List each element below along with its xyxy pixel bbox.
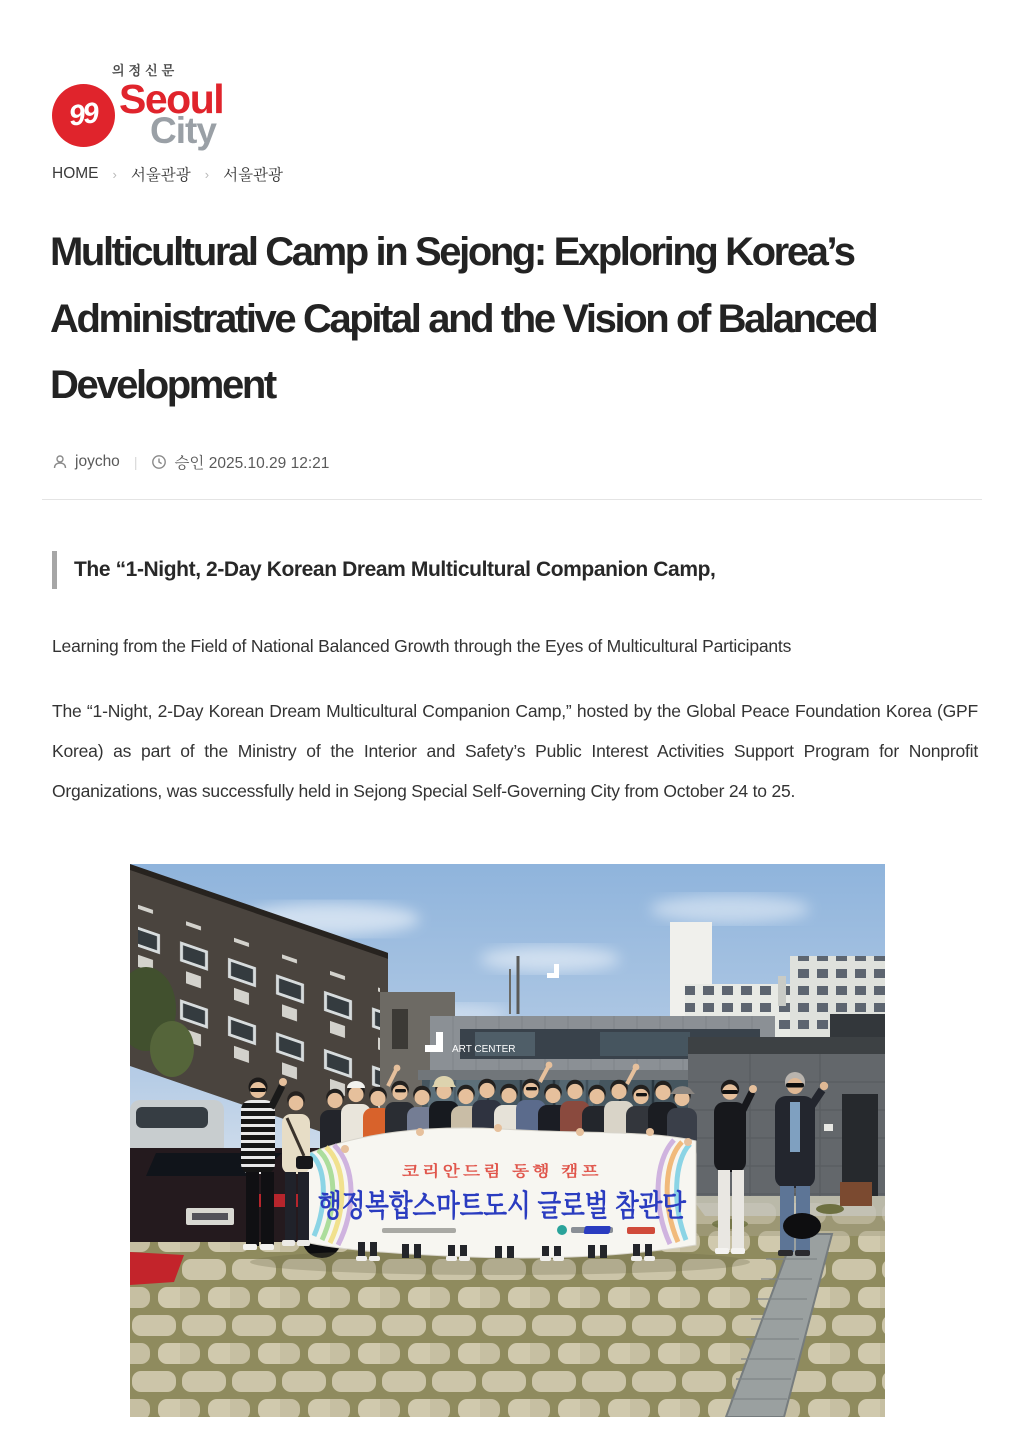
article-byline xyxy=(52,451,329,473)
breadcrumb xyxy=(52,163,283,185)
article-photo xyxy=(130,864,885,1417)
chevron-right-icon: › xyxy=(204,166,210,182)
logo-badge-glyph: 99 xyxy=(67,97,100,133)
person-icon xyxy=(52,454,68,470)
banner-title-small: 코리안드림 동행 캠프 xyxy=(402,1163,574,1180)
site-logo-word-seoul[interactable]: Seoul xyxy=(119,76,224,122)
clock-icon xyxy=(151,454,167,470)
photo-building-sign: ART CENTER xyxy=(452,1044,516,1055)
article-subheading: The “1-Night, 2-Day Korean Dream Multicultural Companion Camp, xyxy=(74,558,716,581)
quote-bar xyxy=(52,551,57,589)
site-logo-word-city[interactable]: City xyxy=(150,110,216,151)
breadcrumb-home[interactable]: HOME xyxy=(52,165,99,182)
article-title: Multicultural Camp in Sejong: Exploring Korea’s Administrative Capital and the Vision of Balanced Development xyxy=(50,230,877,407)
site-logo-badge[interactable] xyxy=(52,84,115,147)
masthead-korean: 의정신문 xyxy=(112,63,179,78)
chevron-right-icon: › xyxy=(112,166,117,182)
byline-divider: | xyxy=(133,454,138,470)
section-divider xyxy=(42,499,982,500)
photo-banner xyxy=(305,1124,770,1258)
article-subheading-block xyxy=(52,551,715,589)
photo-planter xyxy=(840,1182,872,1206)
banner-title-main: 행정복합스마트도시 글로벌 참관단 xyxy=(318,1190,770,1223)
published-date: 승인 2025.10.29 12:21 xyxy=(174,455,330,472)
author-link[interactable]: joycho xyxy=(75,453,120,470)
breadcrumb-category-1[interactable]: 서울관광 xyxy=(130,167,191,184)
photo-background-window xyxy=(392,1009,408,1049)
breadcrumb-category-2[interactable]: 서울관광 xyxy=(223,167,283,184)
article-paragraph-1: Learning from the Field of National Balanced Growth through the Eyes of Multicultural Participants xyxy=(52,636,792,656)
article-paragraph-2: The “1-Night, 2-Day Korean Dream Multicultural Companion Camp,” hosted by the Global Peace Foundation Korea (GPF Korea) as part of the Ministry of the Interior and Safety’s Public Interest Activities Support Program for Nonprofit Organizations, was successfully held in Sejong Special Self-Governing City from October 24 to 25. xyxy=(52,701,978,801)
